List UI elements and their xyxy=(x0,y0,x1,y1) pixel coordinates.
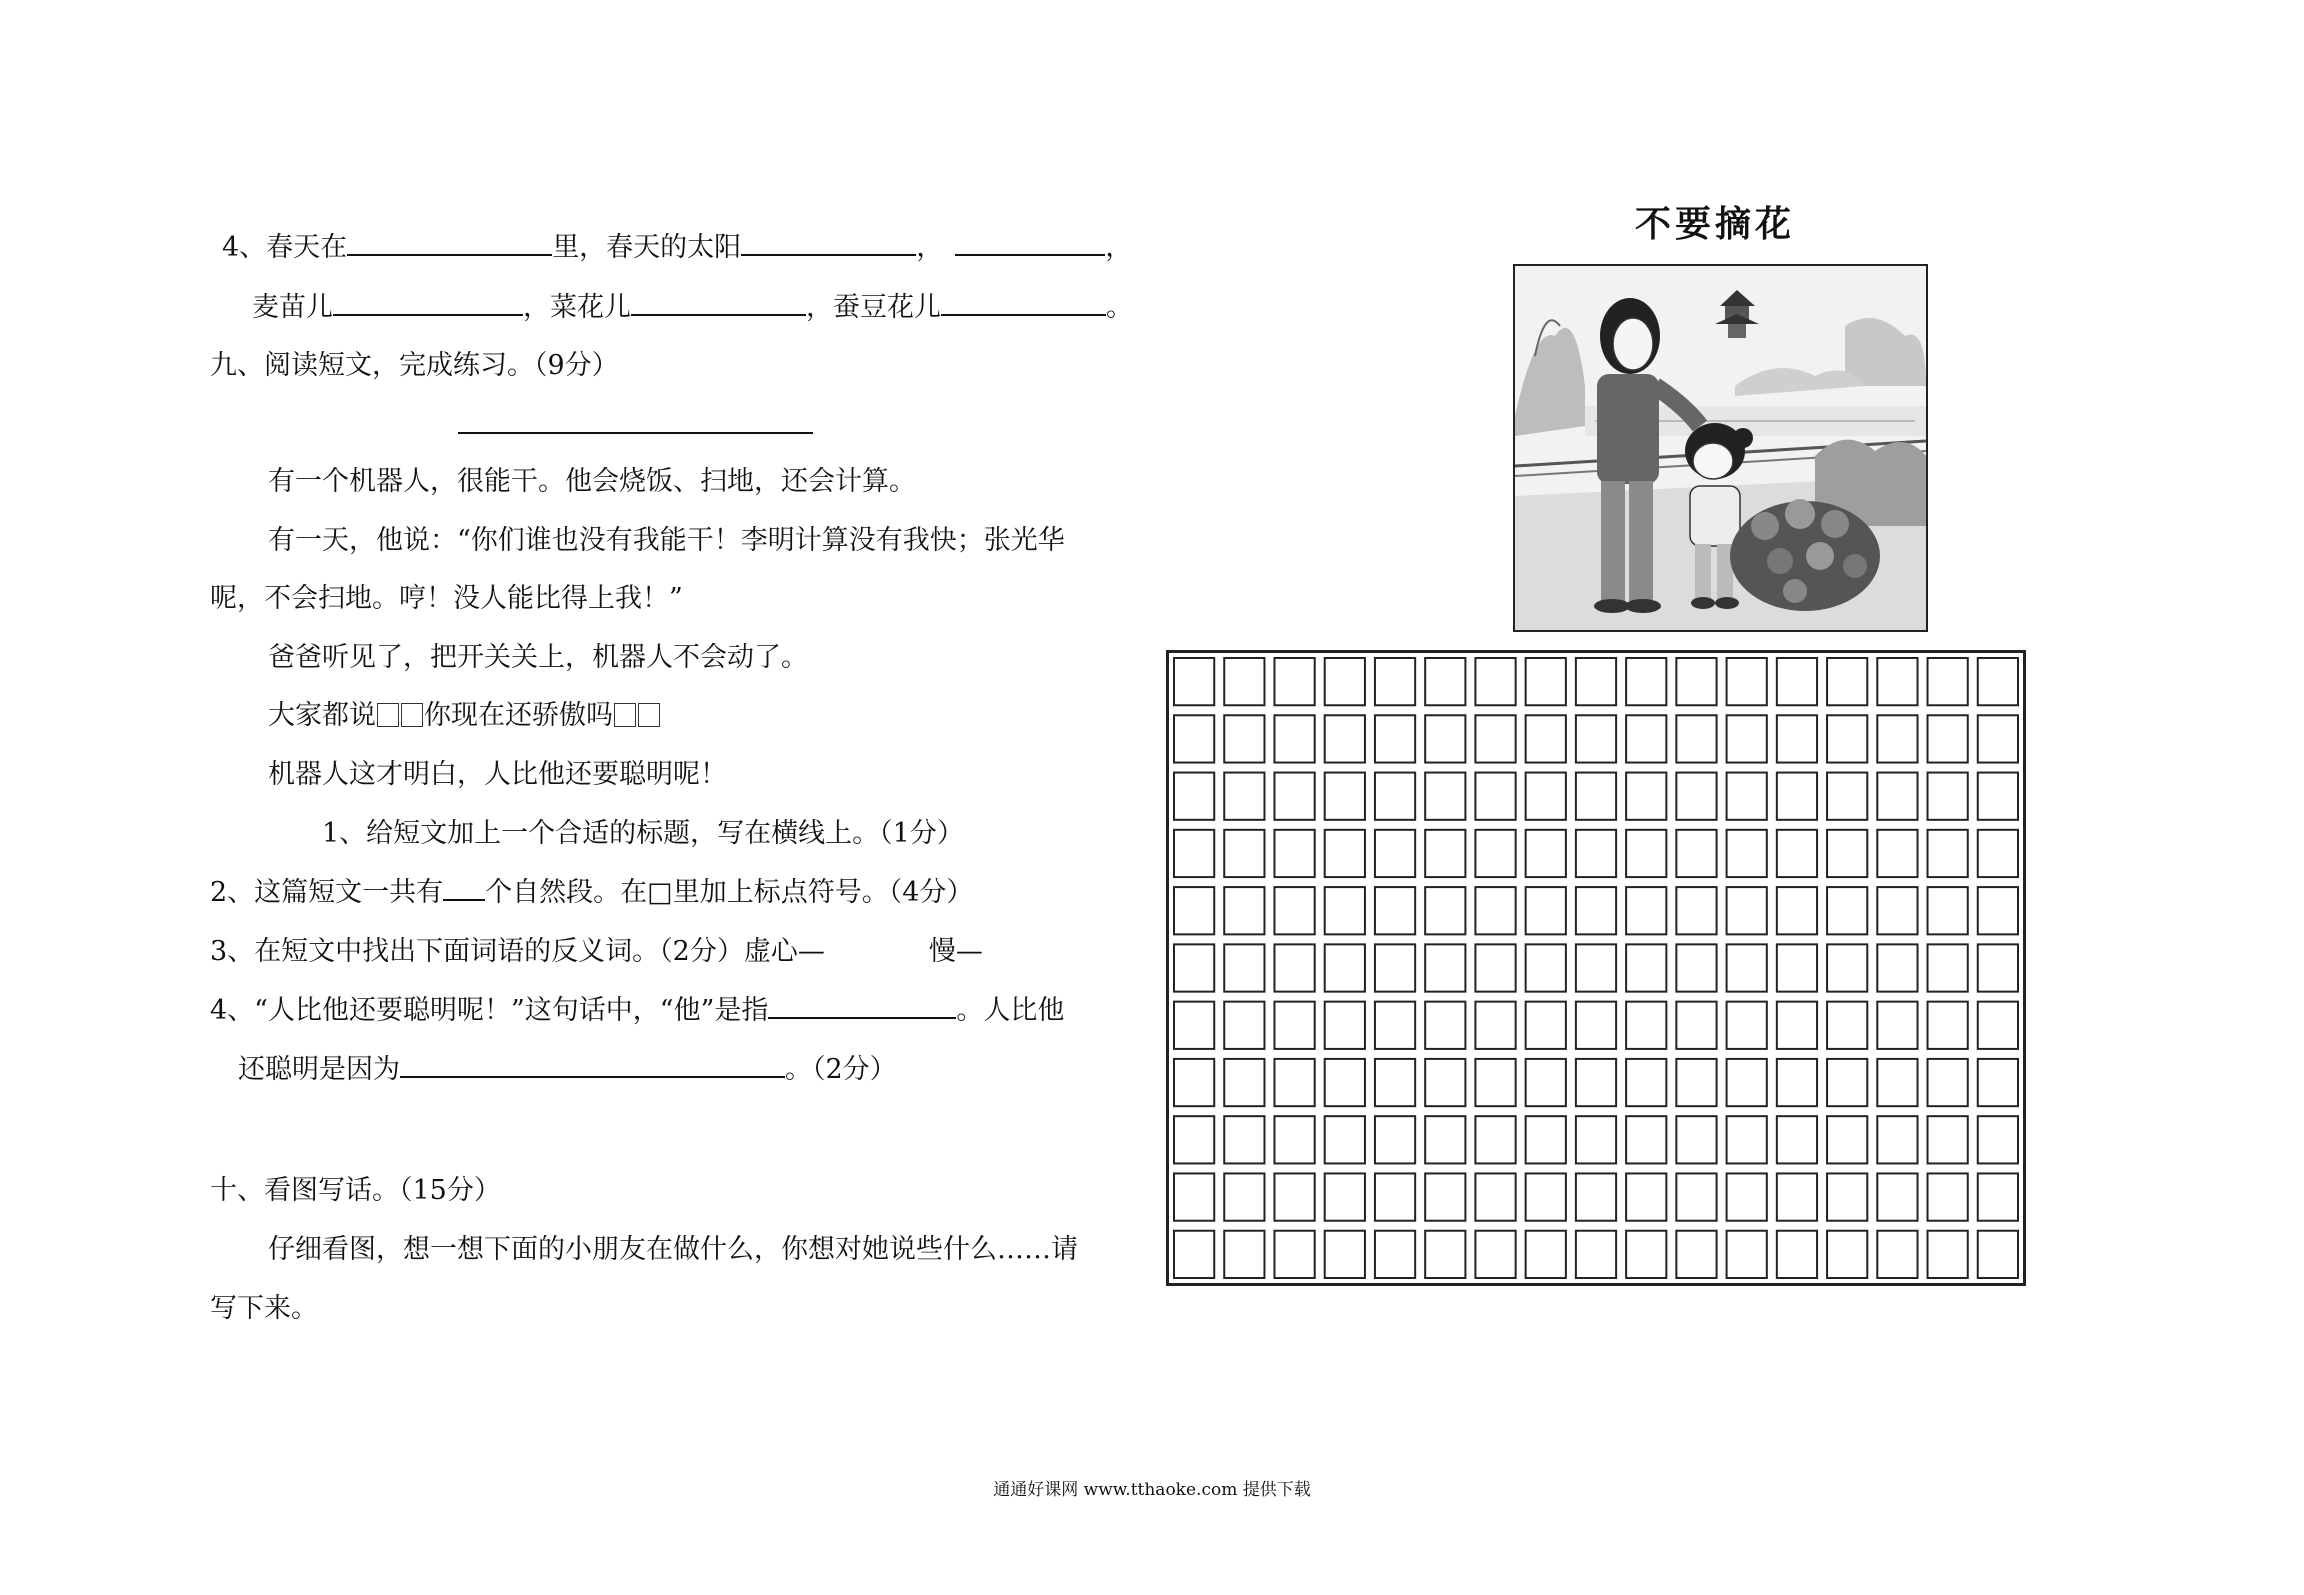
grid-cell[interactable] xyxy=(1676,830,1716,877)
q4-text-h: 。 xyxy=(1106,292,1133,323)
reading-q4-line1 xyxy=(210,993,1064,1029)
grid-cell[interactable] xyxy=(1777,1173,1817,1220)
title-blank[interactable] xyxy=(458,432,813,434)
answer-blank[interactable] xyxy=(400,1054,785,1078)
reading-para1: 有一个机器人，很能干。他会烧饭、扫地，还会计算。 xyxy=(268,466,916,497)
grid-cell[interactable] xyxy=(1174,715,1214,762)
grid-cell[interactable] xyxy=(1325,887,1365,934)
grid-cell[interactable] xyxy=(1827,658,1867,705)
grid-cell[interactable] xyxy=(1526,830,1566,877)
grid-cell[interactable] xyxy=(1626,944,1666,991)
grid-cell[interactable] xyxy=(1727,1002,1767,1049)
grid-cell[interactable] xyxy=(1576,715,1616,762)
grid-cell[interactable] xyxy=(1475,658,1515,705)
grid-cell[interactable] xyxy=(1375,1002,1415,1049)
grid-cell[interactable] xyxy=(1576,887,1616,934)
para4-text-b: 你现在还骄傲吗 xyxy=(424,700,613,731)
q4r-text-d: 。（2分） xyxy=(785,1054,897,1085)
grid-cell[interactable] xyxy=(1475,1173,1515,1220)
grid-cell[interactable] xyxy=(1576,658,1616,705)
grid-cell[interactable] xyxy=(1978,1173,2018,1220)
grid-cell[interactable] xyxy=(1526,715,1566,762)
grid-cell[interactable] xyxy=(1325,944,1365,991)
grid-cell[interactable] xyxy=(1777,1231,1817,1278)
grid-cell[interactable] xyxy=(1475,944,1515,991)
grid-cell[interactable] xyxy=(1375,887,1415,934)
q4-text-d: ， xyxy=(1105,232,1133,263)
reading-q4-line2 xyxy=(238,1052,897,1088)
grid-cell[interactable] xyxy=(1928,658,1968,705)
grid-cell[interactable] xyxy=(1978,1002,2018,1049)
grid-cell[interactable] xyxy=(1526,1002,1566,1049)
grid-cell[interactable] xyxy=(1425,1059,1465,1106)
grid-cell[interactable] xyxy=(1375,658,1415,705)
picture-title: 不要摘花 xyxy=(1634,204,1795,245)
grid-cell[interactable] xyxy=(1375,944,1415,991)
illustration-frame xyxy=(1513,264,1928,632)
grid-cell[interactable] xyxy=(1978,658,2018,705)
grid-cell[interactable] xyxy=(1827,1231,1867,1278)
q4-line2 xyxy=(252,290,1133,326)
grid-cell[interactable] xyxy=(1174,1002,1214,1049)
grid-cell[interactable] xyxy=(1978,1231,2018,1278)
grid-cell[interactable] xyxy=(1375,773,1415,820)
q4-text-b: 里，春天的太阳 xyxy=(552,232,742,263)
grid-cell[interactable] xyxy=(1928,830,1968,877)
grid-cell[interactable] xyxy=(1777,1116,1817,1163)
grid-cell[interactable] xyxy=(1174,1059,1214,1106)
writing-grid-cells xyxy=(1169,653,2023,1283)
grid-cell[interactable] xyxy=(1727,658,1767,705)
grid-cell[interactable] xyxy=(1325,1231,1365,1278)
grid-cell[interactable] xyxy=(1928,944,1968,991)
grid-cell[interactable] xyxy=(1576,1059,1616,1106)
grid-cell[interactable] xyxy=(1325,1116,1365,1163)
q4-text-c: ， xyxy=(916,232,944,263)
grid-cell[interactable] xyxy=(1928,887,1968,934)
grid-cell[interactable] xyxy=(1877,715,1917,762)
grid-cell[interactable] xyxy=(1274,715,1314,762)
grid-cell[interactable] xyxy=(1626,658,1666,705)
grid-cell[interactable] xyxy=(1827,715,1867,762)
grid-cell[interactable] xyxy=(1676,887,1716,934)
grid-cell[interactable] xyxy=(1626,1231,1666,1278)
grid-cell[interactable] xyxy=(1174,1116,1214,1163)
grid-cell[interactable] xyxy=(1626,830,1666,877)
grid-cell[interactable] xyxy=(1224,1173,1264,1220)
grid-cell[interactable] xyxy=(1928,1116,1968,1163)
picture-writing-heading: 十、看图写话。（15分） xyxy=(210,1175,501,1206)
grid-cell[interactable] xyxy=(1174,773,1214,820)
grid-cell[interactable] xyxy=(1978,944,2018,991)
grid-cell[interactable] xyxy=(1425,887,1465,934)
q4r-text-a: 4、“人比他还要聪明呢！”这句话中，“他”是指 xyxy=(210,995,769,1026)
reading-q1: 1、给短文加上一个合适的标题，写在横线上。（1分） xyxy=(322,818,964,849)
q4-text-e: 麦苗儿 xyxy=(252,292,333,323)
grid-cell[interactable] xyxy=(1576,773,1616,820)
para4-text-a: 大家都说 xyxy=(268,700,376,731)
q3-text-b: 慢— xyxy=(928,936,983,967)
reading-q3 xyxy=(210,934,983,970)
grid-cell[interactable] xyxy=(1978,887,2018,934)
grid-cell[interactable] xyxy=(1928,1231,1968,1278)
grid-cell[interactable] xyxy=(1978,1059,2018,1106)
grid-cell[interactable] xyxy=(1877,1002,1917,1049)
grid-cell[interactable] xyxy=(1676,1116,1716,1163)
grid-cell[interactable] xyxy=(1827,887,1867,934)
grid-cell[interactable] xyxy=(1475,1002,1515,1049)
grid-cell[interactable] xyxy=(1375,830,1415,877)
grid-cell[interactable] xyxy=(1676,773,1716,820)
grid-cell[interactable] xyxy=(1526,1231,1566,1278)
grid-cell[interactable] xyxy=(1526,658,1566,705)
grid-cell[interactable] xyxy=(1325,715,1365,762)
footer-source: 通通好课网 www.tthaoke.com 提供下载 xyxy=(993,1480,1311,1500)
grid-cell[interactable] xyxy=(1676,944,1716,991)
grid-cell[interactable] xyxy=(1526,944,1566,991)
grid-cell[interactable] xyxy=(1626,1059,1666,1106)
grid-cell[interactable] xyxy=(1425,658,1465,705)
answer-blank[interactable] xyxy=(631,292,806,316)
grid-cell[interactable] xyxy=(1224,715,1264,762)
grid-cell[interactable] xyxy=(1877,1059,1917,1106)
grid-cell[interactable] xyxy=(1475,773,1515,820)
grid-cell[interactable] xyxy=(1375,715,1415,762)
grid-cell[interactable] xyxy=(1777,887,1817,934)
grid-cell[interactable] xyxy=(1877,1116,1917,1163)
grid-cell[interactable] xyxy=(1274,658,1314,705)
grid-cell[interactable] xyxy=(1174,887,1214,934)
answer-blank[interactable] xyxy=(347,232,552,256)
grid-cell[interactable] xyxy=(1777,944,1817,991)
grid-cell[interactable] xyxy=(1475,830,1515,877)
grid-cell[interactable] xyxy=(1274,1116,1314,1163)
grid-cell[interactable] xyxy=(1576,1002,1616,1049)
grid-cell[interactable] xyxy=(1174,1173,1214,1220)
grid-cell[interactable] xyxy=(1676,1059,1716,1106)
grid-cell[interactable] xyxy=(1526,1116,1566,1163)
grid-cell[interactable] xyxy=(1777,1002,1817,1049)
q3-text-a: 3、在短文中找出下面词语的反义词。（2分）虚心— xyxy=(210,936,825,967)
grid-cell[interactable] xyxy=(1576,1173,1616,1220)
grid-cell[interactable] xyxy=(1274,1231,1314,1278)
grid-cell[interactable] xyxy=(1676,715,1716,762)
grid-cell[interactable] xyxy=(1877,1231,1917,1278)
q2-text-b: 个自然段。在□里加上标点符号。（4分） xyxy=(485,877,974,908)
grid-cell[interactable] xyxy=(1576,1231,1616,1278)
grid-cell[interactable] xyxy=(1777,715,1817,762)
reading-q2 xyxy=(210,875,973,911)
grid-cell[interactable] xyxy=(1174,830,1214,877)
grid-cell[interactable] xyxy=(1777,658,1817,705)
reading-para3: 爸爸听见了，把开关关上，机器人不会动了。 xyxy=(268,642,808,673)
illustration-mother-girl-flowers xyxy=(1515,266,1926,630)
q4-text-a: 4、春天在 xyxy=(222,232,348,263)
grid-cell[interactable] xyxy=(1325,1173,1365,1220)
grid-cell[interactable] xyxy=(1928,773,1968,820)
grid-cell[interactable] xyxy=(1928,1059,1968,1106)
grid-cell[interactable] xyxy=(1727,830,1767,877)
grid-cell[interactable] xyxy=(1375,1173,1415,1220)
grid-cell[interactable] xyxy=(1777,1059,1817,1106)
writing-grid[interactable] xyxy=(1166,650,2026,1286)
grid-cell[interactable] xyxy=(1727,1231,1767,1278)
grid-cell[interactable] xyxy=(1475,1231,1515,1278)
grid-cell[interactable] xyxy=(1827,830,1867,877)
grid-cell[interactable] xyxy=(1224,1116,1264,1163)
grid-cell[interactable] xyxy=(1274,944,1314,991)
grid-cell[interactable] xyxy=(1425,773,1465,820)
grid-cell[interactable] xyxy=(1526,773,1566,820)
answer-blank[interactable] xyxy=(443,877,485,901)
punctuation-box[interactable] xyxy=(377,703,399,727)
picture-writing-instruction-line2: 写下来。 xyxy=(210,1293,318,1324)
grid-cell[interactable] xyxy=(1224,1231,1264,1278)
grid-cell[interactable] xyxy=(1727,1116,1767,1163)
grid-cell[interactable] xyxy=(1325,830,1365,877)
answer-blank[interactable] xyxy=(955,232,1105,256)
grid-cell[interactable] xyxy=(1777,830,1817,877)
punctuation-box[interactable] xyxy=(638,703,660,727)
punctuation-box[interactable] xyxy=(401,703,423,727)
grid-cell[interactable] xyxy=(1877,658,1917,705)
grid-cell[interactable] xyxy=(1174,1231,1214,1278)
grid-cell[interactable] xyxy=(1325,773,1365,820)
grid-cell[interactable] xyxy=(1626,887,1666,934)
grid-cell[interactable] xyxy=(1877,773,1917,820)
grid-cell[interactable] xyxy=(1475,1059,1515,1106)
grid-cell[interactable] xyxy=(1676,1173,1716,1220)
grid-cell[interactable] xyxy=(1827,944,1867,991)
grid-cell[interactable] xyxy=(1626,1173,1666,1220)
grid-cell[interactable] xyxy=(1978,830,2018,877)
grid-cell[interactable] xyxy=(1676,1002,1716,1049)
grid-cell[interactable] xyxy=(1224,658,1264,705)
q4r-text-c: 还聪明是因为 xyxy=(238,1054,400,1085)
grid-cell[interactable] xyxy=(1928,1173,1968,1220)
grid-cell[interactable] xyxy=(1827,1173,1867,1220)
grid-cell[interactable] xyxy=(1274,1173,1314,1220)
grid-cell[interactable] xyxy=(1375,1116,1415,1163)
answer-blank[interactable] xyxy=(768,995,956,1019)
grid-cell[interactable] xyxy=(1425,1116,1465,1163)
grid-cell[interactable] xyxy=(1877,1173,1917,1220)
grid-cell[interactable] xyxy=(1425,830,1465,877)
grid-cell[interactable] xyxy=(1224,773,1264,820)
grid-cell[interactable] xyxy=(1174,944,1214,991)
punctuation-box[interactable] xyxy=(614,703,636,727)
grid-cell[interactable] xyxy=(1325,658,1365,705)
grid-cell[interactable] xyxy=(1425,1231,1465,1278)
grid-cell[interactable] xyxy=(1978,773,2018,820)
grid-cell[interactable] xyxy=(1174,658,1214,705)
grid-cell[interactable] xyxy=(1274,830,1314,877)
grid-cell[interactable] xyxy=(1224,944,1264,991)
grid-cell[interactable] xyxy=(1375,1231,1415,1278)
grid-cell[interactable] xyxy=(1727,1059,1767,1106)
grid-cell[interactable] xyxy=(1827,1002,1867,1049)
grid-cell[interactable] xyxy=(1978,1116,2018,1163)
picture-writing-instruction-line1: 仔细看图，想一想下面的小朋友在做什么，你想对她说些什么……请 xyxy=(268,1234,1078,1265)
reading-para2-line2: 呢，不会扫地。哼！没人能比得上我！” xyxy=(210,583,683,614)
grid-cell[interactable] xyxy=(1274,1002,1314,1049)
grid-cell[interactable] xyxy=(1827,1116,1867,1163)
grid-cell[interactable] xyxy=(1325,1059,1365,1106)
grid-cell[interactable] xyxy=(1475,887,1515,934)
grid-cell[interactable] xyxy=(1576,944,1616,991)
grid-cell[interactable] xyxy=(1626,715,1666,762)
grid-cell[interactable] xyxy=(1877,830,1917,877)
grid-cell[interactable] xyxy=(1827,773,1867,820)
q4-text-g: ，蚕豆花儿 xyxy=(806,292,941,323)
answer-blank[interactable] xyxy=(333,292,523,316)
reading-heading: 九、阅读短文，完成练习。（9分） xyxy=(210,350,619,381)
grid-cell[interactable] xyxy=(1475,1116,1515,1163)
grid-cell[interactable] xyxy=(1425,715,1465,762)
grid-cell[interactable] xyxy=(1626,773,1666,820)
grid-cell[interactable] xyxy=(1375,1059,1415,1106)
grid-cell[interactable] xyxy=(1475,715,1515,762)
grid-cell[interactable] xyxy=(1224,887,1264,934)
grid-cell[interactable] xyxy=(1827,1059,1867,1106)
grid-cell[interactable] xyxy=(1877,944,1917,991)
q4-text-f: ，菜花儿 xyxy=(523,292,631,323)
grid-cell[interactable] xyxy=(1978,715,2018,762)
grid-cell[interactable] xyxy=(1224,1059,1264,1106)
grid-cell[interactable] xyxy=(1727,944,1767,991)
grid-cell[interactable] xyxy=(1676,658,1716,705)
grid-cell[interactable] xyxy=(1425,944,1465,991)
reading-para4 xyxy=(268,698,661,734)
grid-cell[interactable] xyxy=(1274,1059,1314,1106)
answer-blank[interactable] xyxy=(941,292,1106,316)
grid-cell[interactable] xyxy=(1777,773,1817,820)
answer-blank[interactable] xyxy=(741,232,916,256)
grid-cell[interactable] xyxy=(1626,1116,1666,1163)
grid-cell[interactable] xyxy=(1325,1002,1365,1049)
grid-cell[interactable] xyxy=(1626,1002,1666,1049)
grid-cell[interactable] xyxy=(1727,887,1767,934)
grid-cell[interactable] xyxy=(1526,1059,1566,1106)
grid-cell[interactable] xyxy=(1576,830,1616,877)
q4-line1 xyxy=(222,230,1132,266)
grid-cell[interactable] xyxy=(1526,1173,1566,1220)
q4r-text-b: 。人比他 xyxy=(956,995,1065,1026)
grid-cell[interactable] xyxy=(1928,1002,1968,1049)
reading-para2-line1: 有一天，他说：“你们谁也没有我能干！李明计算没有我快；张光华 xyxy=(268,525,1065,556)
grid-cell[interactable] xyxy=(1526,887,1566,934)
grid-cell[interactable] xyxy=(1928,715,1968,762)
reading-para5: 机器人这才明白，人比他还要聪明呢！ xyxy=(268,759,727,790)
grid-cell[interactable] xyxy=(1224,830,1264,877)
grid-cell[interactable] xyxy=(1727,773,1767,820)
grid-cell[interactable] xyxy=(1425,1002,1465,1049)
grid-cell[interactable] xyxy=(1224,1002,1264,1049)
grid-cell[interactable] xyxy=(1727,715,1767,762)
grid-cell[interactable] xyxy=(1425,1173,1465,1220)
grid-cell[interactable] xyxy=(1274,887,1314,934)
q2-text-a: 2、这篇短文一共有 xyxy=(210,877,444,908)
grid-cell[interactable] xyxy=(1576,1116,1616,1163)
grid-cell[interactable] xyxy=(1727,1173,1767,1220)
grid-cell[interactable] xyxy=(1877,887,1917,934)
grid-cell[interactable] xyxy=(1274,773,1314,820)
grid-cell[interactable] xyxy=(1676,1231,1716,1278)
